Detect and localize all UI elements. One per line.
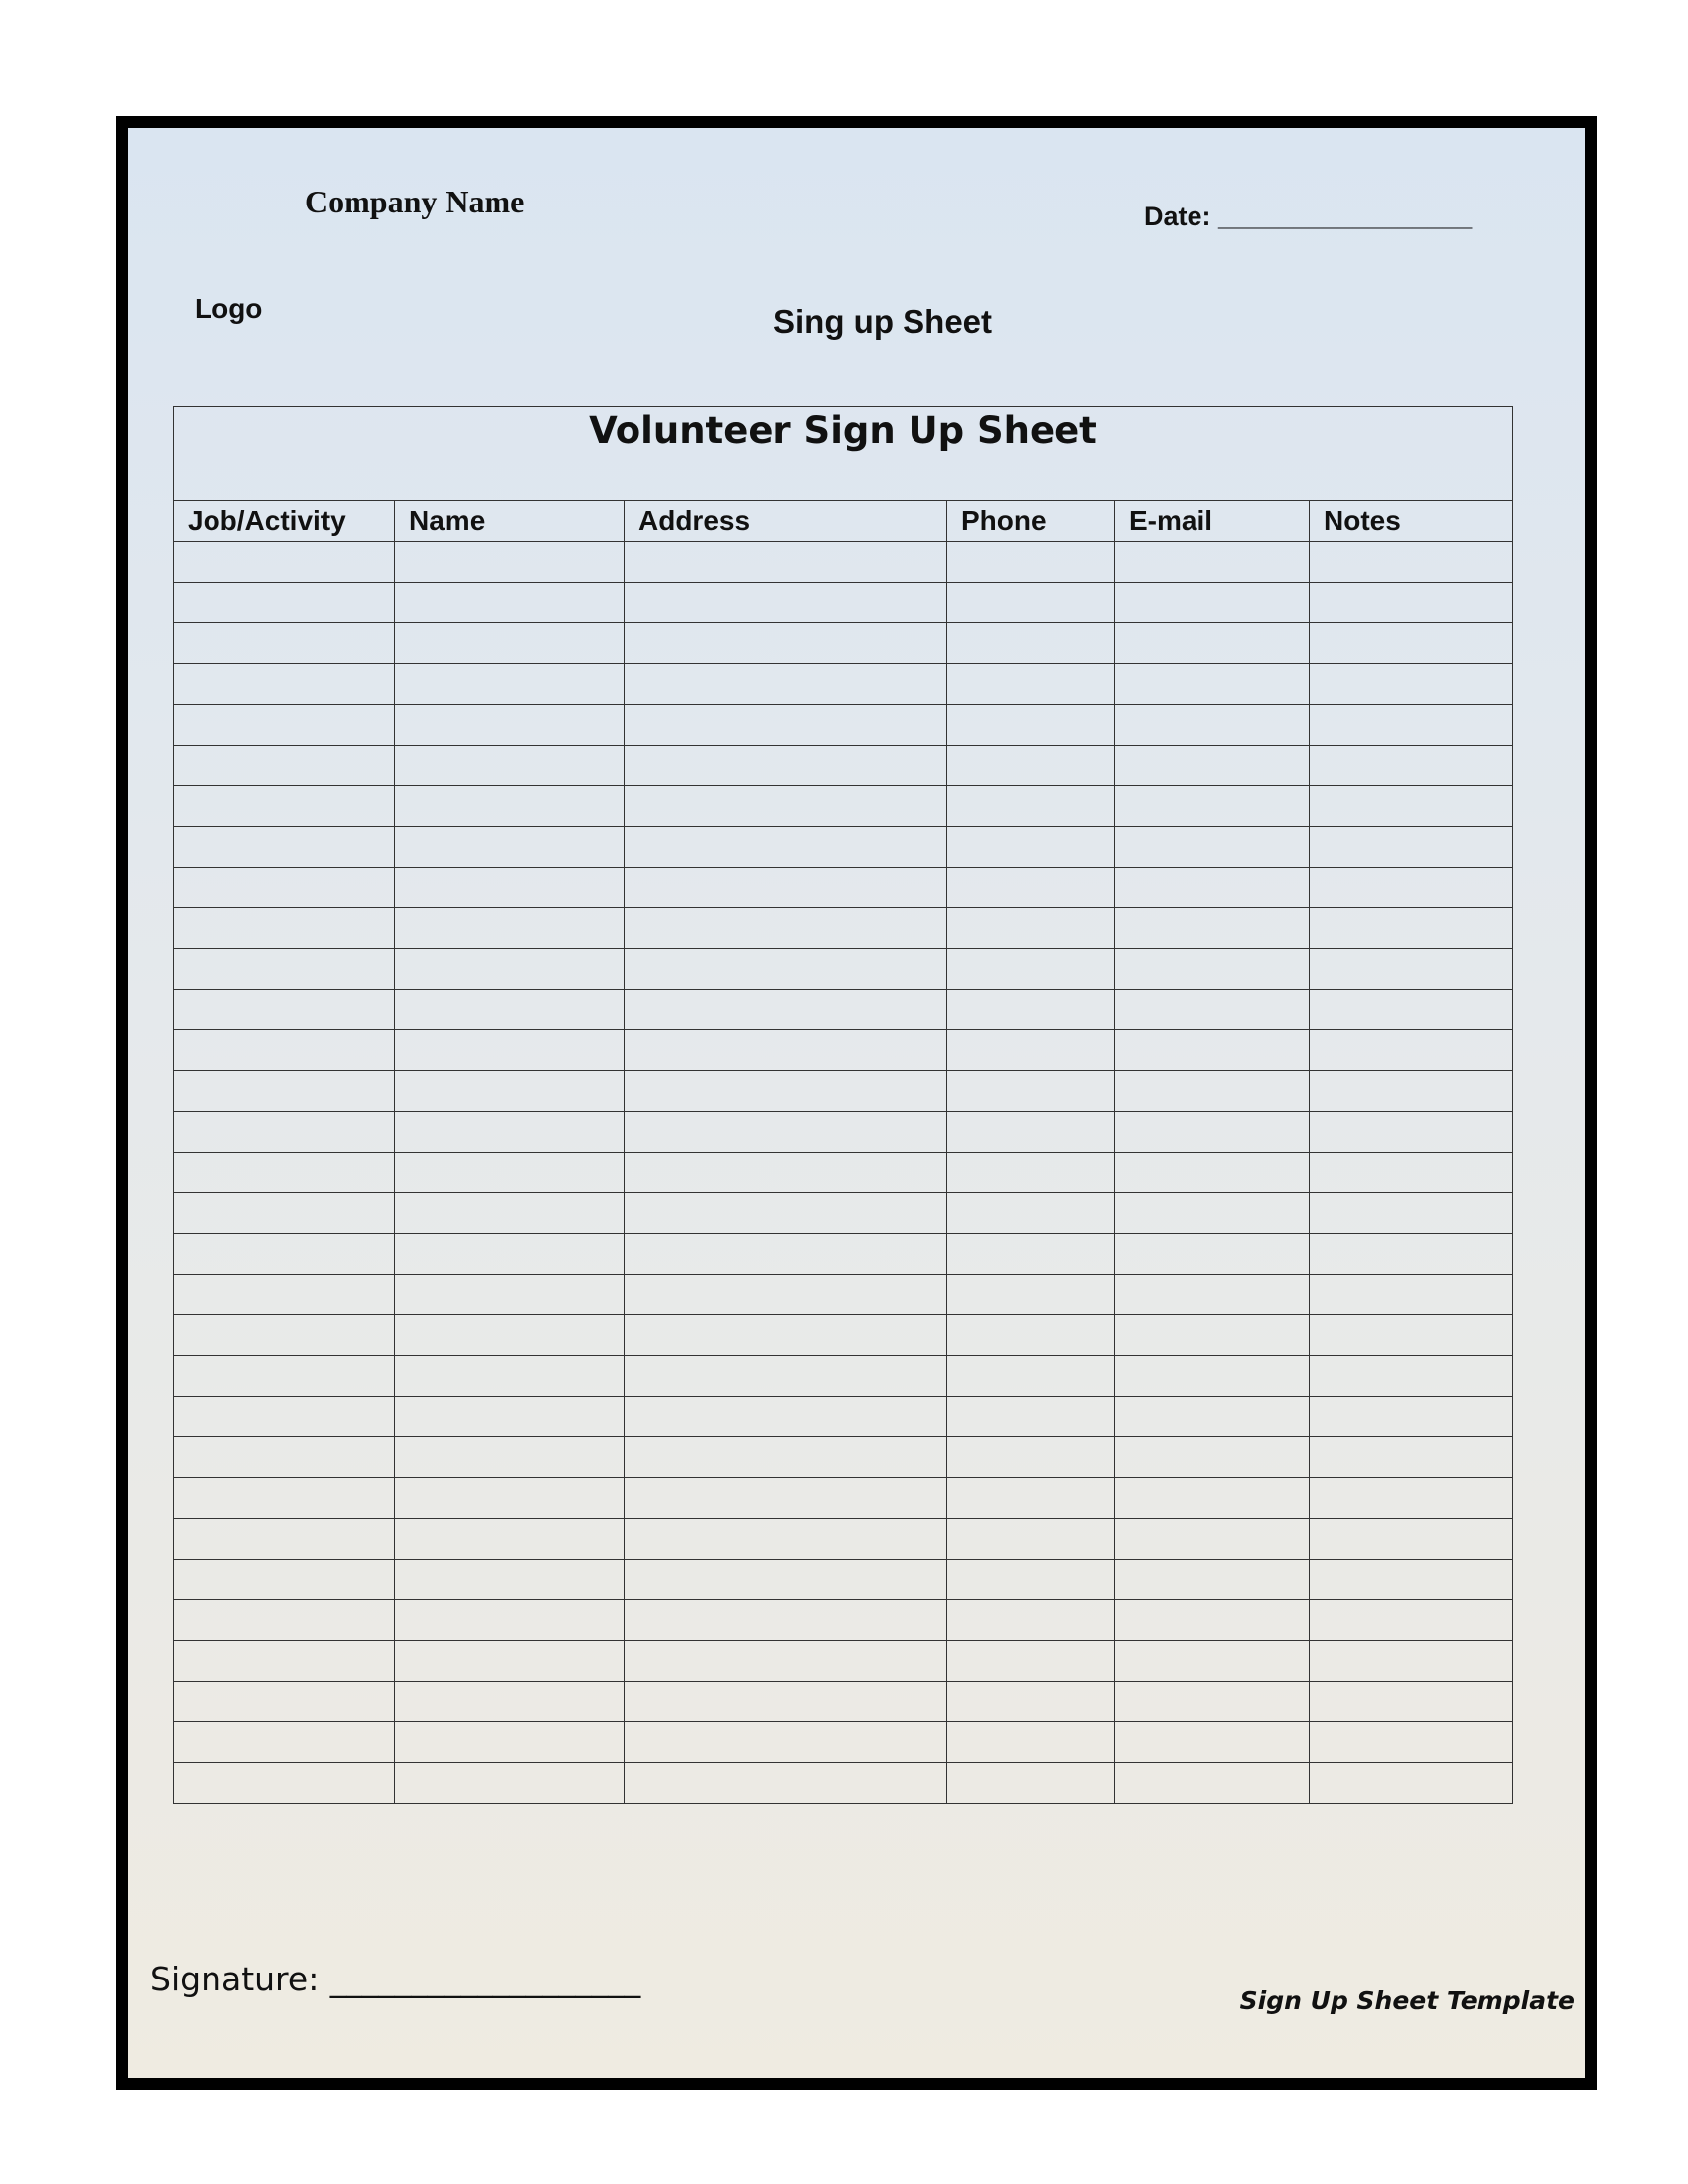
cell-address[interactable]: [625, 1519, 947, 1560]
cell-notes[interactable]: [1310, 1275, 1513, 1315]
cell-job-activity[interactable]: [174, 1437, 395, 1478]
cell-address[interactable]: [625, 1112, 947, 1153]
table-row: [174, 990, 1513, 1030]
cell-email[interactable]: [1115, 1560, 1310, 1600]
cell-address[interactable]: [625, 1397, 947, 1437]
cell-job-activity[interactable]: [174, 1478, 395, 1519]
cell-job-activity[interactable]: [174, 1234, 395, 1275]
cell-job-activity[interactable]: [174, 623, 395, 664]
table-row: [174, 1356, 1513, 1397]
cell-name[interactable]: [395, 786, 625, 827]
cell-name[interactable]: [395, 1722, 625, 1763]
table-row: [174, 1519, 1513, 1560]
cell-name[interactable]: [395, 827, 625, 868]
cell-phone[interactable]: [947, 908, 1115, 949]
cell-phone[interactable]: [947, 1682, 1115, 1722]
cell-notes[interactable]: [1310, 623, 1513, 664]
cell-job-activity[interactable]: [174, 1763, 395, 1804]
cell-email[interactable]: [1115, 1275, 1310, 1315]
date-field[interactable]: Date: _________________: [1144, 202, 1473, 231]
cell-phone[interactable]: [947, 664, 1115, 705]
table-row: [174, 1641, 1513, 1682]
cell-name[interactable]: [395, 1437, 625, 1478]
cell-phone[interactable]: [947, 1641, 1115, 1682]
cell-email[interactable]: [1115, 542, 1310, 583]
table-row: [174, 583, 1513, 623]
cell-email[interactable]: [1115, 623, 1310, 664]
cell-phone[interactable]: [947, 746, 1115, 786]
cell-phone[interactable]: [947, 1600, 1115, 1641]
cell-notes[interactable]: [1310, 990, 1513, 1030]
cell-phone[interactable]: [947, 1356, 1115, 1397]
cell-name[interactable]: [395, 1071, 625, 1112]
table-row: [174, 1234, 1513, 1275]
cell-name[interactable]: [395, 908, 625, 949]
cell-notes[interactable]: [1310, 1478, 1513, 1519]
column-header-address: Address: [625, 501, 947, 542]
table-row: [174, 1722, 1513, 1763]
cell-phone[interactable]: [947, 1153, 1115, 1193]
cell-job-activity[interactable]: [174, 1600, 395, 1641]
cell-name[interactable]: [395, 1519, 625, 1560]
cell-name[interactable]: [395, 1030, 625, 1071]
template-note: Sign Up Sheet Template: [1239, 1986, 1575, 2015]
cell-name[interactable]: [395, 1234, 625, 1275]
page-frame: [116, 116, 1597, 2090]
cell-phone[interactable]: [947, 1397, 1115, 1437]
cell-address[interactable]: [625, 868, 947, 908]
cell-notes[interactable]: [1310, 1641, 1513, 1682]
cell-address[interactable]: [625, 1682, 947, 1722]
cell-address[interactable]: [625, 1478, 947, 1519]
table-row: [174, 1763, 1513, 1804]
cell-name[interactable]: [395, 1478, 625, 1519]
cell-notes[interactable]: [1310, 1315, 1513, 1356]
cell-email[interactable]: [1115, 1519, 1310, 1560]
cell-job-activity[interactable]: [174, 664, 395, 705]
table-row: [174, 705, 1513, 746]
cell-job-activity[interactable]: [174, 908, 395, 949]
cell-address[interactable]: [625, 623, 947, 664]
table-row: [174, 1315, 1513, 1356]
cell-phone[interactable]: [947, 1315, 1115, 1356]
cell-email[interactable]: [1115, 827, 1310, 868]
cell-email[interactable]: [1115, 1600, 1310, 1641]
cell-notes[interactable]: [1310, 1682, 1513, 1722]
cell-job-activity[interactable]: [174, 990, 395, 1030]
cell-address[interactable]: [625, 827, 947, 868]
cell-phone[interactable]: [947, 827, 1115, 868]
cell-phone[interactable]: [947, 1722, 1115, 1763]
table-row: [174, 1682, 1513, 1722]
cell-name[interactable]: [395, 1763, 625, 1804]
cell-job-activity[interactable]: [174, 1397, 395, 1437]
cell-notes[interactable]: [1310, 1600, 1513, 1641]
cell-name[interactable]: [395, 1600, 625, 1641]
cell-address[interactable]: [625, 1275, 947, 1315]
cell-address[interactable]: [625, 664, 947, 705]
cell-email[interactable]: [1115, 1112, 1310, 1153]
table-row: [174, 664, 1513, 705]
cell-job-activity[interactable]: [174, 1071, 395, 1112]
cell-notes[interactable]: [1310, 1437, 1513, 1478]
table-row: [174, 1153, 1513, 1193]
cell-address[interactable]: [625, 1071, 947, 1112]
cell-email[interactable]: [1115, 1722, 1310, 1763]
cell-name[interactable]: [395, 705, 625, 746]
cell-address[interactable]: [625, 1560, 947, 1600]
cell-address[interactable]: [625, 746, 947, 786]
cell-name[interactable]: [395, 746, 625, 786]
cell-phone[interactable]: [947, 705, 1115, 746]
cell-notes[interactable]: [1310, 1356, 1513, 1397]
signup-table: [173, 406, 1513, 1804]
cell-email[interactable]: [1115, 1763, 1310, 1804]
cell-job-activity[interactable]: [174, 1641, 395, 1682]
cell-name[interactable]: [395, 542, 625, 583]
cell-address[interactable]: [625, 1763, 947, 1804]
cell-job-activity[interactable]: [174, 1275, 395, 1315]
cell-name[interactable]: [395, 1641, 625, 1682]
cell-notes[interactable]: [1310, 705, 1513, 746]
cell-job-activity[interactable]: [174, 746, 395, 786]
cell-name[interactable]: [395, 664, 625, 705]
cell-job-activity[interactable]: [174, 949, 395, 990]
cell-address[interactable]: [625, 949, 947, 990]
cell-notes[interactable]: [1310, 583, 1513, 623]
cell-name[interactable]: [395, 623, 625, 664]
cell-job-activity[interactable]: [174, 583, 395, 623]
table-row: [174, 1560, 1513, 1600]
cell-job-activity[interactable]: [174, 1112, 395, 1153]
cell-notes[interactable]: [1310, 949, 1513, 990]
table-row: [174, 1071, 1513, 1112]
cell-address[interactable]: [625, 1641, 947, 1682]
column-header-job-activity: Job/Activity: [174, 501, 395, 542]
cell-job-activity[interactable]: [174, 542, 395, 583]
table-row: [174, 1437, 1513, 1478]
cell-job-activity[interactable]: [174, 1519, 395, 1560]
cell-email[interactable]: [1115, 949, 1310, 990]
table-row: [174, 1112, 1513, 1153]
cell-phone[interactable]: [947, 1763, 1115, 1804]
cell-email[interactable]: [1115, 705, 1310, 746]
cell-notes[interactable]: [1310, 1153, 1513, 1193]
cell-email[interactable]: [1115, 1315, 1310, 1356]
cell-job-activity[interactable]: [174, 705, 395, 746]
cell-notes[interactable]: [1310, 1519, 1513, 1560]
cell-phone[interactable]: [947, 868, 1115, 908]
cell-notes[interactable]: [1310, 664, 1513, 705]
cell-address[interactable]: [625, 1356, 947, 1397]
cell-notes[interactable]: [1310, 786, 1513, 827]
cell-email[interactable]: [1115, 1356, 1310, 1397]
table-row: [174, 827, 1513, 868]
cell-job-activity[interactable]: [174, 1560, 395, 1600]
cell-email[interactable]: [1115, 786, 1310, 827]
table-row: [174, 1030, 1513, 1071]
cell-job-activity[interactable]: [174, 827, 395, 868]
cell-notes[interactable]: [1310, 1560, 1513, 1600]
cell-notes[interactable]: [1310, 827, 1513, 868]
cell-phone[interactable]: [947, 990, 1115, 1030]
column-header-row: [174, 501, 1513, 542]
cell-notes[interactable]: [1310, 1234, 1513, 1275]
table-row: [174, 1600, 1513, 1641]
cell-notes[interactable]: [1310, 908, 1513, 949]
cell-name[interactable]: [395, 583, 625, 623]
column-header-email: E-mail: [1115, 501, 1310, 542]
cell-phone[interactable]: [947, 623, 1115, 664]
cell-name[interactable]: [395, 1397, 625, 1437]
table-row: [174, 542, 1513, 583]
cell-notes[interactable]: [1310, 1112, 1513, 1153]
cell-email[interactable]: [1115, 1641, 1310, 1682]
cell-email[interactable]: [1115, 1437, 1310, 1478]
cell-email[interactable]: [1115, 1071, 1310, 1112]
cell-address[interactable]: [625, 990, 947, 1030]
cell-job-activity[interactable]: [174, 1722, 395, 1763]
cell-phone[interactable]: [947, 1437, 1115, 1478]
cell-job-activity[interactable]: [174, 1315, 395, 1356]
cell-address[interactable]: [625, 1153, 947, 1193]
cell-email[interactable]: [1115, 1397, 1310, 1437]
cell-address[interactable]: [625, 1437, 947, 1478]
cell-address[interactable]: [625, 1193, 947, 1234]
cell-notes[interactable]: [1310, 1071, 1513, 1112]
cell-name[interactable]: [395, 1275, 625, 1315]
cell-phone[interactable]: [947, 1519, 1115, 1560]
cell-job-activity[interactable]: [174, 1193, 395, 1234]
table-row: [174, 1193, 1513, 1234]
cell-phone[interactable]: [947, 786, 1115, 827]
cell-name[interactable]: [395, 1193, 625, 1234]
column-header-notes: Notes: [1310, 501, 1513, 542]
cell-email[interactable]: [1115, 1682, 1310, 1722]
table-row: [174, 746, 1513, 786]
cell-address[interactable]: [625, 908, 947, 949]
cell-address[interactable]: [625, 583, 947, 623]
cell-email[interactable]: [1115, 1153, 1310, 1193]
cell-name[interactable]: [395, 1356, 625, 1397]
cell-job-activity[interactable]: [174, 868, 395, 908]
cell-phone[interactable]: [947, 1478, 1115, 1519]
table-row: [174, 1397, 1513, 1437]
cell-address[interactable]: [625, 705, 947, 746]
company-name: Company Name: [305, 184, 525, 219]
cell-email[interactable]: [1115, 868, 1310, 908]
cell-phone[interactable]: [947, 1234, 1115, 1275]
cell-notes[interactable]: [1310, 542, 1513, 583]
cell-phone[interactable]: [947, 1112, 1115, 1153]
cell-address[interactable]: [625, 1234, 947, 1275]
cell-email[interactable]: [1115, 1030, 1310, 1071]
cell-email[interactable]: [1115, 746, 1310, 786]
cell-name[interactable]: [395, 1153, 625, 1193]
cell-address[interactable]: [625, 1030, 947, 1071]
cell-phone[interactable]: [947, 1560, 1115, 1600]
table-row: [174, 1478, 1513, 1519]
column-header-phone: Phone: [947, 501, 1115, 542]
table-title: Volunteer Sign Up Sheet: [174, 407, 1513, 501]
cell-address[interactable]: [625, 786, 947, 827]
logo-placeholder: Logo: [195, 293, 263, 324]
cell-email[interactable]: [1115, 1193, 1310, 1234]
cell-notes[interactable]: [1310, 1193, 1513, 1234]
table-row: [174, 623, 1513, 664]
cell-job-activity[interactable]: [174, 1153, 395, 1193]
cell-job-activity[interactable]: [174, 1356, 395, 1397]
cell-notes[interactable]: [1310, 746, 1513, 786]
cell-name[interactable]: [395, 1560, 625, 1600]
cell-name[interactable]: [395, 1682, 625, 1722]
cell-phone[interactable]: [947, 1071, 1115, 1112]
cell-phone[interactable]: [947, 949, 1115, 990]
cell-email[interactable]: [1115, 908, 1310, 949]
cell-name[interactable]: [395, 1315, 625, 1356]
cell-notes[interactable]: [1310, 1397, 1513, 1437]
cell-job-activity[interactable]: [174, 786, 395, 827]
cell-notes[interactable]: [1310, 868, 1513, 908]
cell-email[interactable]: [1115, 1478, 1310, 1519]
cell-name[interactable]: [395, 949, 625, 990]
table-row: [174, 868, 1513, 908]
cell-address[interactable]: [625, 1600, 947, 1641]
cell-notes[interactable]: [1310, 1030, 1513, 1071]
sheet-subtitle: Sing up Sheet: [774, 303, 993, 340]
cell-email[interactable]: [1115, 990, 1310, 1030]
cell-name[interactable]: [395, 1112, 625, 1153]
cell-name[interactable]: [395, 990, 625, 1030]
cell-notes[interactable]: [1310, 1763, 1513, 1804]
cell-address[interactable]: [625, 1315, 947, 1356]
cell-address[interactable]: [625, 1722, 947, 1763]
table-row: [174, 786, 1513, 827]
cell-job-activity[interactable]: [174, 1030, 395, 1071]
cell-notes[interactable]: [1310, 1722, 1513, 1763]
column-header-name: Name: [395, 501, 625, 542]
cell-phone[interactable]: [947, 1193, 1115, 1234]
cell-phone[interactable]: [947, 1275, 1115, 1315]
cell-address[interactable]: [625, 542, 947, 583]
table-row: [174, 949, 1513, 990]
cell-email[interactable]: [1115, 583, 1310, 623]
cell-phone[interactable]: [947, 1030, 1115, 1071]
cell-email[interactable]: [1115, 664, 1310, 705]
table-row: [174, 1275, 1513, 1315]
cell-phone[interactable]: [947, 583, 1115, 623]
cell-job-activity[interactable]: [174, 1682, 395, 1722]
table-row: [174, 908, 1513, 949]
cell-email[interactable]: [1115, 1234, 1310, 1275]
signature-field[interactable]: Signature: ___________________: [150, 1960, 641, 1998]
cell-name[interactable]: [395, 868, 625, 908]
cell-phone[interactable]: [947, 542, 1115, 583]
